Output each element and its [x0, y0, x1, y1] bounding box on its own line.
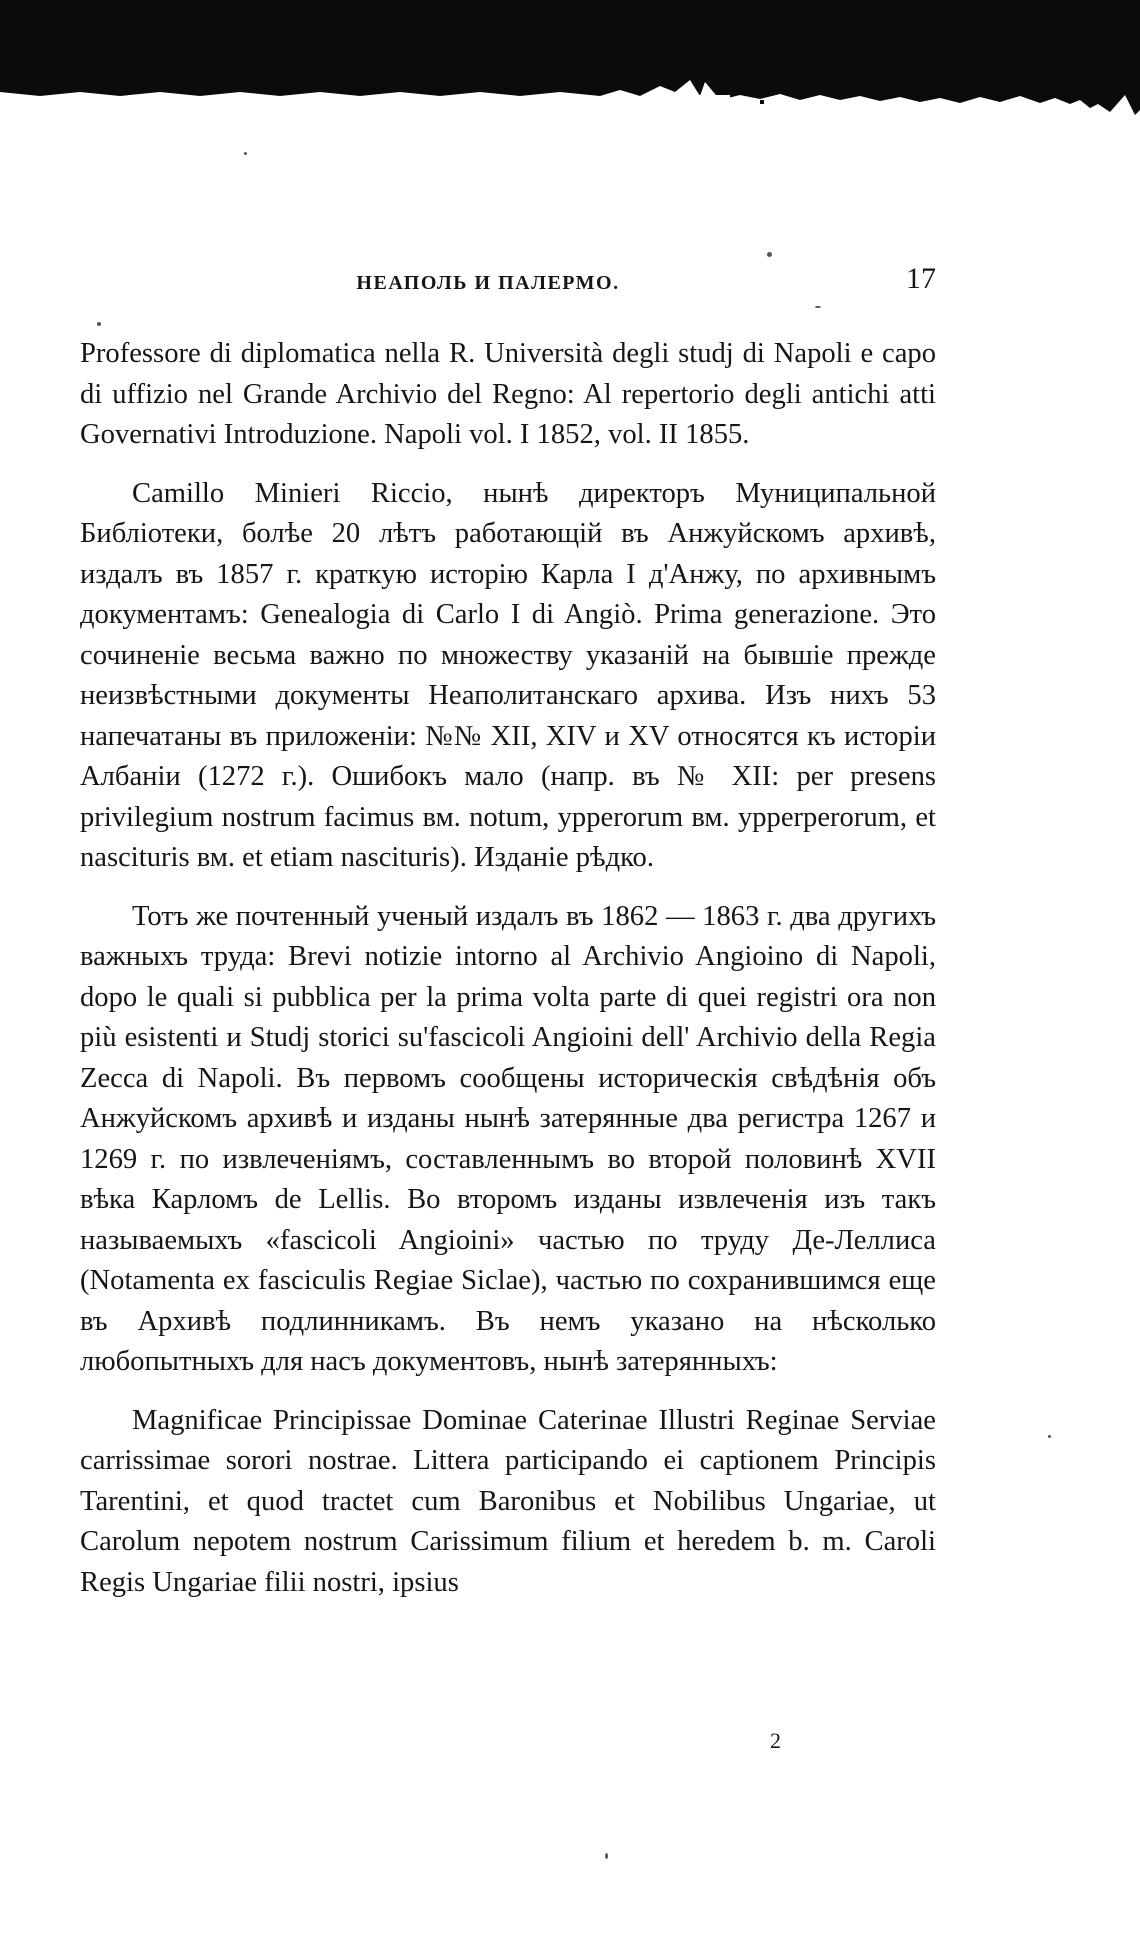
dust-speck: [815, 306, 821, 308]
scan-artifact-shape: [0, 0, 1140, 125]
paragraph-2: Camillo Minieri Riccio, нынѣ директоръ Муниципальной Библіотеки, болѣе 20 лѣтъ работающій въ Анжуйскомъ архивѣ, издалъ въ 1857 г. краткую исторію Карла I д'Анжу, по архивнымъ документамъ: Genealogia di Carlo I di Angiò. Prima generazione. Это сочиненіе весьма важно по множеству указаній на бывшіе прежде неизвѣстными документы Неаполитанскаго архива. Изъ нихъ 53 напечатаны въ приложеніи: №№ XII, XIV и XV относятся къ исторіи Албаніи (1272 г.). Ошибокъ мало (напр. въ № XII: per presens privilegium nostrum facimus вм. notum, ypperorum вм. ypperperorum, et nascituris вм. et etiam nascituris). Изданіе рѣдко.: [80, 477, 936, 873]
dust-speck: [605, 1853, 608, 1859]
paragraph-1: Professore di diplomatica nella R. Università degli studj di Napoli e capo di uffizio nel Grande Archivio del Regno: Al repertorio degli antichi atti Governativi Introduzione. Napoli vol. I 1852, vol. II 1855.: [80, 338, 936, 450]
dust-speck: [97, 322, 101, 326]
running-title: НЕАПОЛЬ И ПАЛЕРМО.: [356, 272, 620, 294]
signature-mark: 2: [770, 1728, 781, 1753]
scan-artifact: [0, 0, 1140, 125]
book-page: [80, 262, 936, 1603]
paragraph-4: Magnificae Principissae Dominae Caterinae Illustri Reginae Serviae carrissimae sorori nostrae. Littera participando ei captionem Principis Tarentini, et quod tractet cum Baronibus et Nobilibus Ungariae, ut Carolum nepotem nostrum Carissimum filium et heredem b. m. Caroli Regis Ungariae filii nostri, ipsius: [80, 1404, 936, 1598]
dust-speck: [244, 152, 247, 155]
paragraph-3: Тотъ же почтенный ученый издалъ въ 1862 — 1863 г. два другихъ важныхъ труда: Brevi notizie intorno al Archivio Angioino di Napoli, dopo le quali si pubblica per la prima volta parte di quei registri ora non più esistenti и Studj storici su'fascicoli Angioini dell' Archivio della Regia Zecca di Napoli. Въ первомъ сообщены историческія свѣдѣнія объ Анжуйскомъ архивѣ и изданы нынѣ затерянные два регистра 1267 и 1269 г. по извлеченіямъ, составленнымъ во второй половинѣ XVII вѣка Карломъ de Lellis. Во второмъ изданы извлеченія изъ такъ называемыхъ «fascicoli Angioini» частью по труду Де-Леллиса (Notamenta ex fasciculis Regiae Siclae), частью по сохранившимся еще въ Архивѣ подлинникамъ. Въ немъ указано на нѣсколько любопытныхъ для насъ документовъ, нынѣ затерянныхъ:: [80, 900, 936, 1377]
dust-speck: [767, 252, 772, 257]
dust-speck: [1048, 1435, 1051, 1438]
running-head: [80, 262, 936, 312]
page-number: 17: [906, 262, 936, 295]
